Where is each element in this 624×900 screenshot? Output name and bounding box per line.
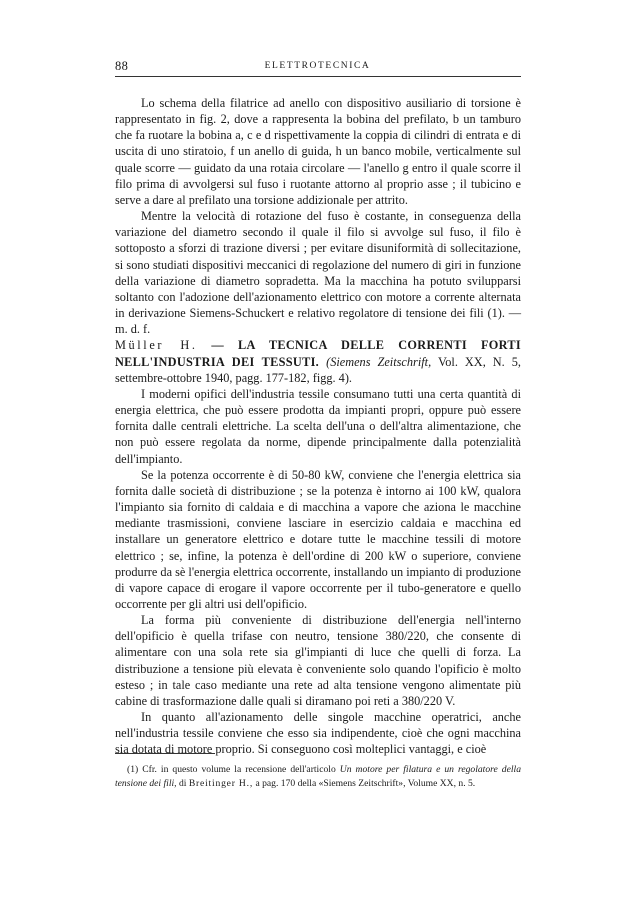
- paragraph: I moderni opifici dell'industria tessile consumano tutti una certa quantità di energia elettrica, che può essere prodotta da impianti propri, oppure può essere fornita dalle centrali elettriche. La scelta dell'una o dell'altra alimentazione, che non può essere regolata da norme, dipende principalmente dalla potenzialità dell'impianto.: [115, 386, 521, 466]
- footnote-cited-author: Breitinger H.,: [188, 778, 254, 790]
- footnote: [115, 763, 521, 791]
- article-heading: [115, 337, 521, 386]
- footnote-suffix: a pag. 170 della «Siemens Zeitschrift», Volume XX, n. 5.: [255, 778, 476, 790]
- paragraph: In quanto all'azionamento delle singole macchine operatrici, anche nell'industria tessile conviene che esso sia indipendente, cioè che ogni macchina sia dotata di motore proprio. Si conseguono così molteplici vantaggi, e cioè: [115, 710, 521, 757]
- footnote-rule: [115, 753, 215, 754]
- article-journal: (Siemens Zeitschrift,: [326, 354, 432, 369]
- paragraph: Lo schema della filatrice ad anello con dispositivo ausiliario di torsione è rappresentato in fig. 2, dove a rappresenta la bobina del prefilato, b un tamburo che fa ruotare la bobina a, c e d rispettivamente la coppia di cilindri di entrata e di uscita di uno stiratoio, f un anello di guida, h un banco mobile, verticalmente sul quale scorre — guidato da una rotaia circolare — l'anello g entro il quale scorre il filo prima di avvolgersi sul fuso i ruotante attorno al proprio asse ; il tubicino e serve a dare al prefilato una torsione addizionale per attrito.: [115, 96, 521, 207]
- paragraph: Se la potenza occorrente è di 50-80 kW, conviene che l'energia elettrica sia fornita dalle società di distribuzione ; se la potenza è intorno ai 100 kW, qualora l'impianto sia fornito di caldaia e di macchina a vapore che aziona le macchine mediante trasmissioni, conviene lasciare in esercizio caldaia e macchina ed installare un generatore elettrico e dotare tutte le macchine tessili di motore elettrico ; se, infine, la potenza è dell'ordine di 200 kW o superiore, conviene produrre da sè l'energia elettrica occorrente, installando un impianto di produzione di vapore capace di erogare il vapore occorrente per il tubo-generatore e quello occorrente per gli altri usi dell'opificio.: [115, 467, 521, 611]
- page-number: 88: [115, 59, 129, 73]
- body-text: [115, 95, 521, 758]
- header-rule: [115, 76, 521, 77]
- paragraph: La forma più conveniente di distribuzione dell'energia nell'interno dell'opificio è quella trifase con neutro, tensione 380/220, che consente di alimentare con una sola rete sia gl'impianti di luce che quelli di forza. La distribuzione a tensione più elevata è conveniente solo quando l'opificio è molto esteso ; in tale caso mediante una rete ad alta tensione vengono alimentate più cabine di trasformazione dalle quali si diramano poi reti a 380/220 V.: [115, 613, 521, 708]
- running-title: ELETTROTECNICA: [264, 61, 371, 71]
- footnote-middle: di: [178, 778, 187, 790]
- paragraph: Mentre la velocità di rotazione del fuso è costante, in conseguenza della variazione del diametro secondo il quale il filo si avvolge sul fuso, il filo è sottoposto a sforzi di trazione diversi ; per evitare disuniformità di sollecitazione, si sono studiati dispositivi meccanici di regolazione del numero di giri in funzione della variazione di diametro sopradetta. Ma la macchina ha potuto svilupparsi soltanto con l'adozione dell'azionamento elettrico con motore a corrente alternata in derivazione Siemens-Schuckert e relativo regolatore di tensione dei fili (1). — m. d. f.: [115, 209, 521, 337]
- footnote-prefix: (1) Cfr. in questo volume la recensione dell'articolo: [127, 764, 336, 775]
- article-citation: Vol. XX, N. 5, settembre-ottobre 1940, pagg. 177-182, figg. 4).: [115, 354, 521, 385]
- footnote-cited-title: Un motore per filatura e un regolatore della tensione dei fili,: [115, 764, 521, 790]
- article-author: Müller H.: [115, 338, 198, 353]
- page-header: [115, 57, 520, 77]
- article-title: — LA TECNICA DELLE CORRENTI FORTI NELL'INDUSTRIA DEI TESSUTI.: [115, 338, 521, 369]
